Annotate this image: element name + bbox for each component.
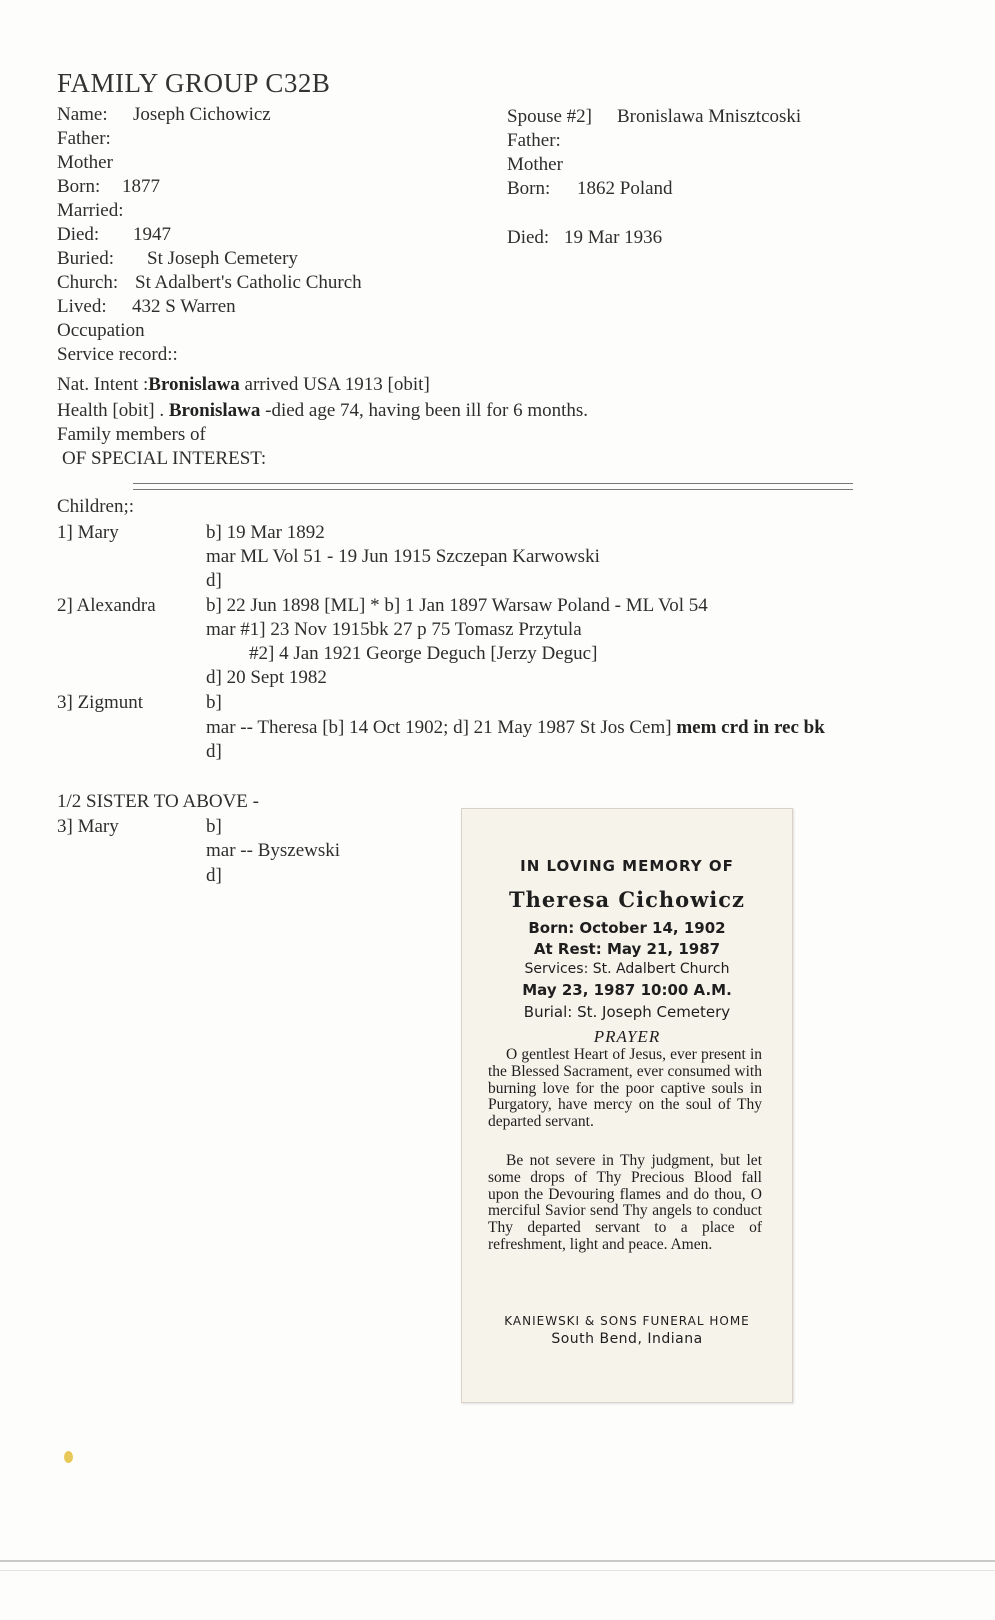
child-3-death: d] [206,741,222,762]
spouse-name-row [507,106,801,128]
spouse-died: 19 Mar 1936 [564,227,663,248]
nat-bold-name: Bronislawa [148,374,240,395]
memorial-name: Theresa Cichowicz [509,887,745,912]
page-title: FAMILY GROUP C32B [57,68,331,98]
spouse-died-row [507,227,662,249]
husband-lived: 432 S Warren [132,296,236,317]
prayer-paragraph-2: Be not severe in Thy judgment, but let some drops of Thy Precious Blood fall upon the Devouring flames and do thou, O merciful Savior send Thy angels to conduct Thy departed servant to a place of refreshment, light and peace. Amen. [488,1152,762,1253]
funeral-home-city: South Bend, Indiana [551,1331,703,1347]
memorial-heading: IN LOVING MEMORY OF [520,857,734,875]
memorial-born: Born: October 14, 1902 [528,919,726,937]
nat-prefix: Nat. Intent : [57,374,149,395]
husband-lived-label: Lived: [57,296,107,317]
husband-church-row [57,272,362,294]
child-1-label: 1] Mary [57,522,119,543]
prayer-heading: PRAYER [593,1027,661,1046]
family-members-label: Family members of [57,424,206,445]
memorial-services-date: May 23, 1987 10:00 A.M. [522,981,732,999]
health-bold-name: Bronislawa [168,400,261,421]
page-edge-line-faint [0,1570,995,1571]
half-sister-birth: b] [206,816,222,837]
child-2-label: 2] Alexandra [57,595,156,616]
husband-church: St Adalbert's Catholic Church [135,272,362,293]
nat-rest: arrived USA 1913 [obit] [239,374,430,395]
spouse-label: Spouse #2] [507,106,592,127]
husband-married-label: Married: [57,200,124,221]
memorial-services: Services: St. Adalbert Church [524,961,730,977]
husband-mother-label: Mother [57,152,113,173]
spouse-died-label: Died: [507,227,550,248]
child-2-birth: b] 22 Jun 1898 [ML] * b] 1 Jan 1897 Warsaw Poland - ML Vol 54 [206,595,708,616]
special-interest-label: OF SPECIAL INTEREST: [62,448,267,469]
husband-died-label: Died: [57,224,100,245]
section-divider [133,483,853,490]
husband-died: 1947 [133,224,171,245]
child-1-birth: b] 19 Mar 1892 [206,522,325,543]
child-2-marriage-2: #2] 4 Jan 1921 George Deguch [Jerzy Deguc] [249,643,598,664]
husband-buried-row [57,248,298,270]
spouse-born-label: Born: [507,178,551,199]
husband-service-label: Service record:: [57,344,178,365]
husband-occupation-label: Occupation [57,320,145,341]
spouse-born: 1862 Poland [577,178,673,199]
paper-stain [64,1451,73,1463]
child-3-marriage [206,717,825,739]
child-3-label: 3] Zigmunt [57,692,144,713]
half-sister-death: d] [206,865,222,886]
prayer-paragraph-1: O gentlest Heart of Jesus, ever present in the Blessed Sacrament, ever consumed with burning love for the poor captive souls in Purgatory, have mercy on the soul of Thy departed servant. [488,1046,762,1131]
husband-father-label: Father: [57,128,111,149]
husband-buried-label: Buried: [57,248,114,269]
half-sister-heading: 1/2 SISTER TO ABOVE - [57,791,259,812]
husband-born-row [57,176,160,198]
child-1-marriage: mar ML Vol 51 - 19 Jun 1915 Szczepan Karwowski [206,546,600,567]
husband-lived-row [57,296,236,318]
health-note [57,400,588,422]
child-3-birth: b] [206,692,222,713]
child-1-death: d] [206,570,222,591]
half-sister-marriage: mar -- Byszewski [206,840,341,861]
half-sister-label: 3] Mary [57,816,119,837]
husband-church-label: Church: [57,272,119,293]
spouse-father-label: Father: [507,130,561,151]
child-2-death: d] 20 Sept 1982 [206,667,327,688]
children-heading: Children;: [57,496,135,517]
memorial-burial: Burial: St. Joseph Cemetery [523,1003,731,1021]
child-3-record-note: mem crd in rec bk [671,717,825,738]
naturalization-note [57,374,430,396]
husband-name: Joseph Cichowicz [133,104,271,125]
husband-name-row [57,104,271,126]
husband-name-label: Name: [57,104,108,125]
funeral-home: KANIEWSKI & SONS FUNERAL HOME [504,1314,750,1328]
spouse-born-row [507,178,673,200]
spouse-name: Bronislawa Mnisztcoski [617,106,802,127]
memorial-card [461,808,793,1403]
child-2-marriage-1: mar #1] 23 Nov 1915bk 27 p 75 Tomasz Przytula [206,619,582,640]
husband-buried: St Joseph Cemetery [147,248,298,269]
child-3-marriage-text: mar -- Theresa [b] 14 Oct 1902; d] 21 May 1987 St Jos Cem] [206,717,672,738]
health-rest: -died age 74, having been ill for 6 months. [260,400,589,421]
spouse-mother-label: Mother [507,154,563,175]
memorial-rest: At Rest: May 21, 1987 [533,940,721,958]
husband-died-row [57,224,171,246]
health-prefix: Health [obit] . [57,400,169,421]
husband-born-label: Born: [57,176,101,197]
page-edge-line [0,1560,995,1562]
husband-born: 1877 [122,176,160,197]
